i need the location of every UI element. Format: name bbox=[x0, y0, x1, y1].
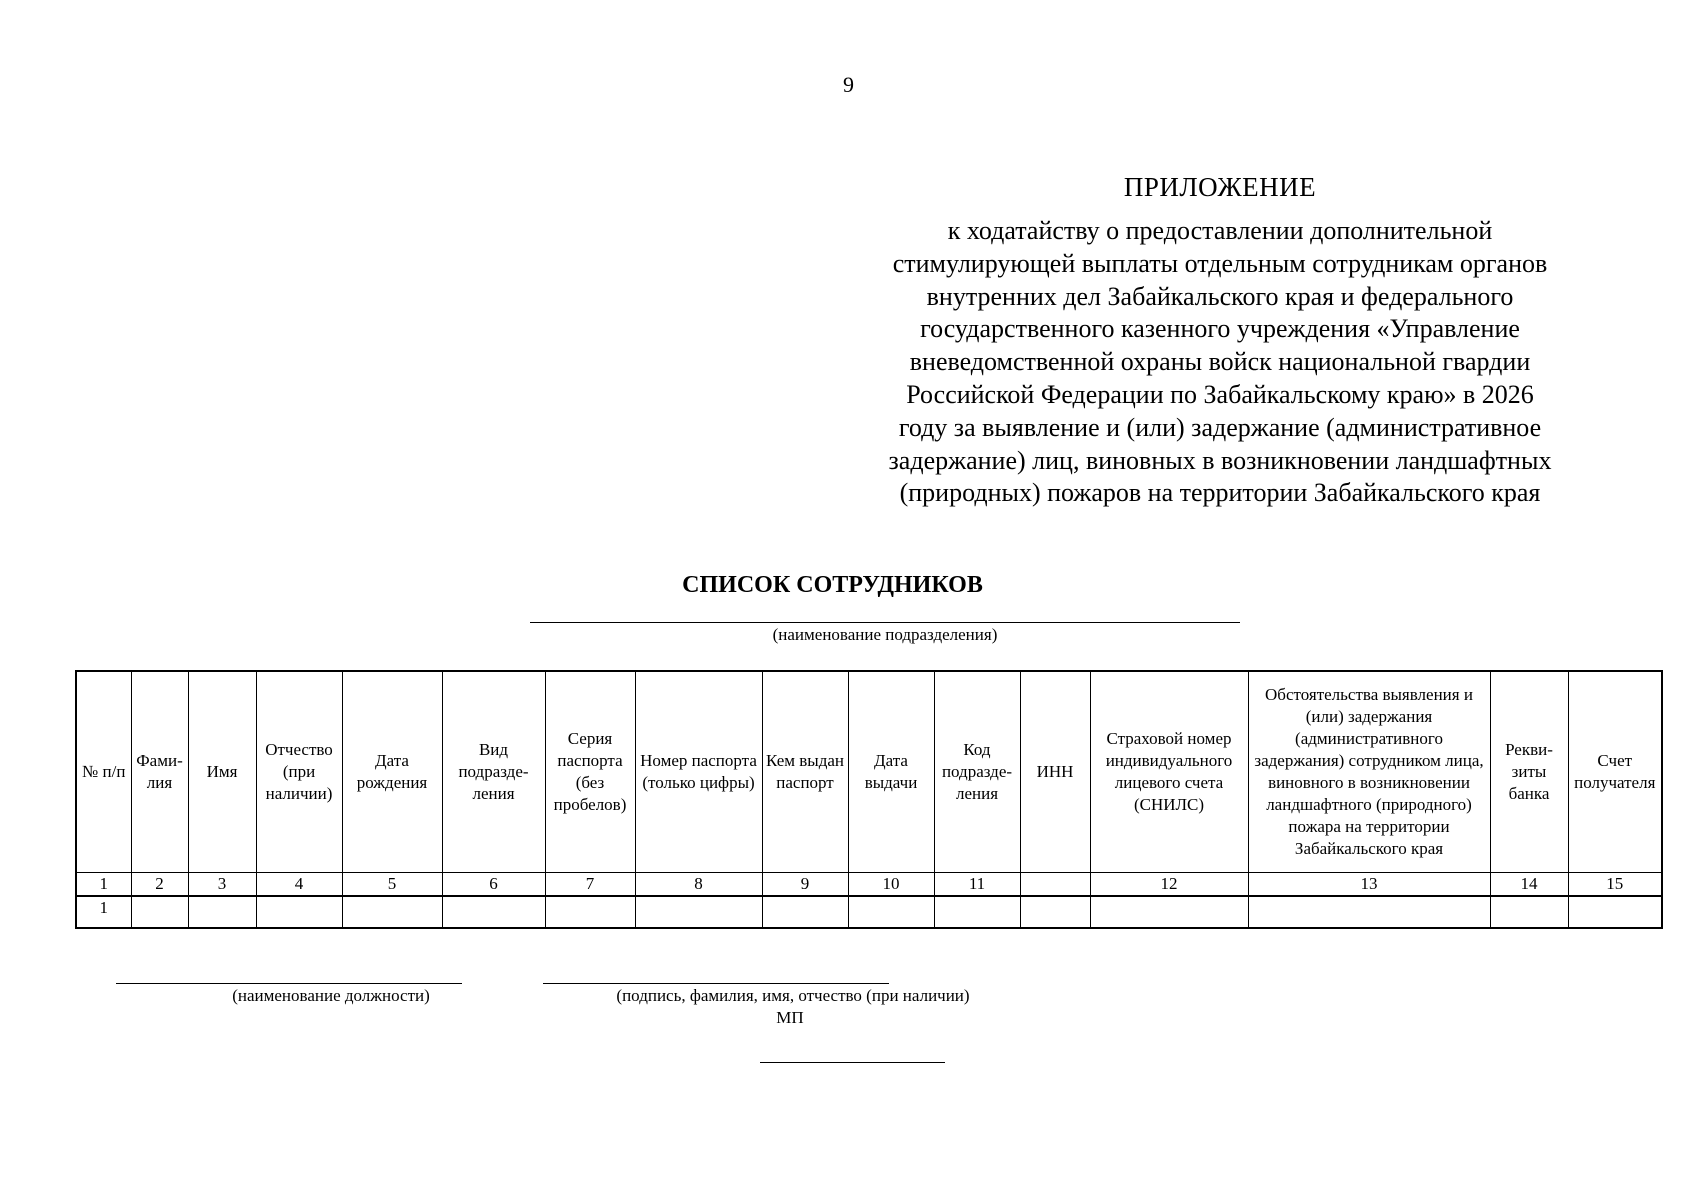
header-passport-number: Номер паспорта (только цифры) bbox=[635, 671, 762, 873]
header-name: Имя bbox=[188, 671, 256, 873]
column-number: 14 bbox=[1490, 873, 1568, 897]
bottom-line bbox=[760, 1062, 945, 1063]
header-birth-date: Дата рождения bbox=[342, 671, 442, 873]
header-snils: Страховой номер индивидуального лицевого счета (СНИЛС) bbox=[1090, 671, 1248, 873]
header-patronymic: Отчество (при наличии) bbox=[256, 671, 342, 873]
header-number: № п/п bbox=[76, 671, 131, 873]
table-cell bbox=[1020, 896, 1090, 928]
appendix-line: году за выявление и (или) задержание (административное bbox=[898, 412, 1542, 442]
header-issue-date: Дата выдачи bbox=[848, 671, 934, 873]
column-number: 9 bbox=[762, 873, 848, 897]
position-caption: (наименование должности) bbox=[232, 986, 430, 1005]
header-unit-type: Вид подразде-ления bbox=[442, 671, 545, 873]
header-passport-issuer: Кем выдан паспорт bbox=[762, 671, 848, 873]
table-cell bbox=[545, 896, 635, 928]
header-bank-details: Рекви-зиты банка bbox=[1490, 671, 1568, 873]
appendix-line: к ходатайству о предоставлении дополнительной bbox=[947, 216, 1493, 245]
staff-table bbox=[75, 670, 1663, 929]
table-cell bbox=[131, 896, 188, 928]
appendix-title: ПРИЛОЖЕНИЕ bbox=[1123, 172, 1317, 202]
column-number: 1 bbox=[76, 873, 131, 897]
appendix-line: задержание) лиц, виновных в возникновении ландшафтных bbox=[888, 445, 1552, 475]
table-cell bbox=[442, 896, 545, 928]
column-number: 2 bbox=[131, 873, 188, 897]
appendix-line: стимулирующей выплаты отдельным сотрудникам органов bbox=[892, 248, 1548, 278]
stamp-label: МП bbox=[776, 1008, 804, 1027]
column-number: 15 bbox=[1568, 873, 1662, 897]
column-number: 7 bbox=[545, 873, 635, 897]
list-title-wrapper bbox=[0, 572, 1697, 599]
header-inn: ИНН bbox=[1020, 671, 1090, 873]
column-number: 4 bbox=[256, 873, 342, 897]
header-passport-series: Серия паспорта (без пробелов) bbox=[545, 671, 635, 873]
column-number: 13 bbox=[1248, 873, 1490, 897]
column-number: 8 bbox=[635, 873, 762, 897]
header-unit-code: Код подразде-ления bbox=[934, 671, 1020, 873]
column-number bbox=[1020, 873, 1090, 897]
table-cell bbox=[342, 896, 442, 928]
header-surname: Фами-лия bbox=[131, 671, 188, 873]
table-cell bbox=[188, 896, 256, 928]
table-cell bbox=[762, 896, 848, 928]
table-cell bbox=[848, 896, 934, 928]
column-number: 3 bbox=[188, 873, 256, 897]
signature-line bbox=[543, 983, 889, 984]
column-number: 11 bbox=[934, 873, 1020, 897]
table-row bbox=[76, 896, 1662, 928]
appendix-text bbox=[845, 215, 1595, 510]
appendix-line: государственного казенного учреждения «Управление bbox=[920, 314, 1520, 344]
signature-caption: (подпись, фамилия, имя, отчество (при наличии) bbox=[616, 986, 970, 1005]
table-header-row bbox=[76, 671, 1662, 873]
table-cell bbox=[256, 896, 342, 928]
column-number: 6 bbox=[442, 873, 545, 897]
unit-name-line bbox=[530, 622, 1240, 623]
appendix-line: (природных) пожаров на территории Забайкальского края bbox=[899, 478, 1541, 508]
table-cell bbox=[1568, 896, 1662, 928]
header-recipient-account: Счет получателя bbox=[1568, 671, 1662, 873]
column-number: 10 bbox=[848, 873, 934, 897]
appendix-line: вневедомственной охраны войск национальной гвардии bbox=[909, 347, 1531, 377]
header-circumstances: Обстоятельства выявления и (или) задержания (административного задержания) сотрудником лица, виновного в возникновении ландшафтного (природного) пожара на территории Забайкальского края bbox=[1248, 671, 1490, 873]
appendix-block bbox=[845, 172, 1595, 510]
table-cell bbox=[635, 896, 762, 928]
table-cell bbox=[1248, 896, 1490, 928]
table-cell bbox=[1090, 896, 1248, 928]
page-number: 9 bbox=[843, 72, 854, 97]
unit-name-caption: (наименование подразделения) bbox=[772, 625, 998, 644]
table-cell bbox=[934, 896, 1020, 928]
appendix-line: Российской Федерации по Забайкальскому краю» в 2026 bbox=[906, 379, 1534, 409]
column-number: 12 bbox=[1090, 873, 1248, 897]
table-cell: 1 bbox=[76, 896, 131, 928]
column-number-row bbox=[76, 873, 1662, 897]
appendix-line: внутренних дел Забайкальского края и федерального bbox=[926, 281, 1514, 311]
list-title: СПИСОК СОТРУДНИКОВ bbox=[682, 572, 983, 598]
table-cell bbox=[1490, 896, 1568, 928]
column-number: 5 bbox=[342, 873, 442, 897]
position-line bbox=[116, 983, 462, 984]
